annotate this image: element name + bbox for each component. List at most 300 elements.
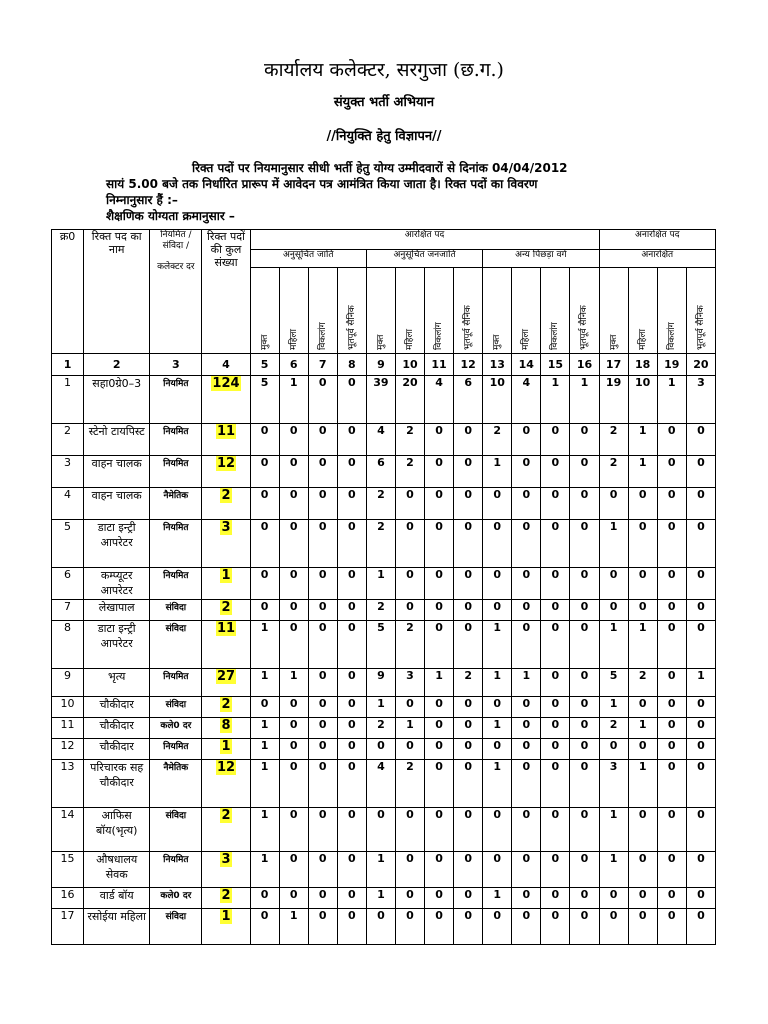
category-count: 0 xyxy=(686,621,715,669)
category-count: 1 xyxy=(628,424,657,456)
total-vacancies xyxy=(202,376,250,424)
category-count: 0 xyxy=(541,888,570,909)
header-obc: अन्य पिछड़ा वर्ग xyxy=(483,250,599,268)
category-count: 10 xyxy=(628,376,657,424)
category-count: 0 xyxy=(454,520,483,568)
category-count: 0 xyxy=(657,909,686,945)
column-number: 2 xyxy=(84,354,150,376)
category-count: 0 xyxy=(425,600,454,621)
category-count: 39 xyxy=(366,376,395,424)
category-count: 1 xyxy=(250,852,279,888)
category-count: 0 xyxy=(570,568,599,600)
intro-line-3: निम्नानुसार हैं :– xyxy=(106,193,178,207)
total-vacancies xyxy=(202,669,250,697)
category-count: 2 xyxy=(483,424,512,456)
subheader-label: विकलांग xyxy=(550,322,561,350)
category-count: 5 xyxy=(250,376,279,424)
header-general: अनारक्षित xyxy=(599,250,715,268)
intro-line-4: शैक्षणिक योग्यता क्रमानुसार – xyxy=(106,209,235,223)
post-name: चौकीदार xyxy=(84,718,150,739)
category-count: 0 xyxy=(395,600,424,621)
category-count: 3 xyxy=(686,376,715,424)
table-row xyxy=(52,697,716,718)
category-count: 0 xyxy=(512,909,541,945)
category-count: 0 xyxy=(395,888,424,909)
category-count: 0 xyxy=(308,697,337,718)
table-row xyxy=(52,852,716,888)
category-count: 2 xyxy=(454,669,483,697)
category-count: 2 xyxy=(366,600,395,621)
category-count: 0 xyxy=(628,600,657,621)
category-count: 0 xyxy=(483,852,512,888)
post-name: चौकीदार xyxy=(84,739,150,760)
category-count: 4 xyxy=(512,376,541,424)
category-count: 0 xyxy=(657,669,686,697)
total-vacancies xyxy=(202,488,250,520)
subheader-label: महिला xyxy=(288,329,299,350)
subheader-label: भूतपूर्व सैनिक xyxy=(695,305,706,350)
subheader-cell xyxy=(512,268,541,354)
advertisement-heading: //नियुक्ति हेतु विज्ञापन// xyxy=(326,129,442,144)
category-count: 1 xyxy=(483,888,512,909)
post-type: नियमित xyxy=(150,568,202,600)
header-total: रिक्त पदों की कुल संख्या xyxy=(202,230,250,354)
category-count: 2 xyxy=(366,520,395,568)
category-count: 1 xyxy=(599,697,628,718)
category-count: 0 xyxy=(570,852,599,888)
post-name: वार्ड बॉय xyxy=(84,888,150,909)
category-count: 0 xyxy=(425,488,454,520)
subheader-label: भूतपूर्व सैनिक xyxy=(346,305,357,350)
category-count: 0 xyxy=(657,760,686,808)
category-count: 2 xyxy=(395,621,424,669)
category-count: 0 xyxy=(570,424,599,456)
category-count: 19 xyxy=(599,376,628,424)
serial-number: 17 xyxy=(52,909,84,945)
subheader-label: विकलांग xyxy=(317,322,328,350)
category-count: 0 xyxy=(570,456,599,488)
column-number: 1 xyxy=(52,354,84,376)
category-count: 0 xyxy=(541,909,570,945)
total-highlight: 11 xyxy=(216,424,236,439)
category-count: 0 xyxy=(541,456,570,488)
category-count: 0 xyxy=(483,697,512,718)
category-count: 0 xyxy=(425,568,454,600)
header-sc: अनुसूचित जाति xyxy=(250,250,366,268)
category-count: 0 xyxy=(250,456,279,488)
category-count: 2 xyxy=(395,456,424,488)
category-count: 0 xyxy=(599,909,628,945)
category-count: 4 xyxy=(366,424,395,456)
category-count: 0 xyxy=(337,621,366,669)
category-count: 0 xyxy=(657,718,686,739)
table-row xyxy=(52,808,716,852)
total-highlight: 27 xyxy=(216,669,236,684)
category-count: 0 xyxy=(337,376,366,424)
table-row xyxy=(52,456,716,488)
category-count: 0 xyxy=(686,424,715,456)
category-count: 0 xyxy=(454,808,483,852)
category-count: 2 xyxy=(599,424,628,456)
category-count: 0 xyxy=(686,718,715,739)
serial-number: 1 xyxy=(52,376,84,424)
category-count: 2 xyxy=(366,718,395,739)
category-count: 0 xyxy=(686,568,715,600)
total-vacancies xyxy=(202,888,250,909)
category-count: 0 xyxy=(395,697,424,718)
category-count: 0 xyxy=(250,424,279,456)
category-count: 1 xyxy=(250,808,279,852)
column-number: 15 xyxy=(541,354,570,376)
category-count: 0 xyxy=(279,488,308,520)
category-count: 5 xyxy=(366,621,395,669)
category-count: 0 xyxy=(570,697,599,718)
header-post-type xyxy=(150,230,202,354)
total-vacancies xyxy=(202,520,250,568)
table-row xyxy=(52,621,716,669)
category-count: 0 xyxy=(454,852,483,888)
table-row xyxy=(52,488,716,520)
category-count: 0 xyxy=(541,621,570,669)
category-count: 0 xyxy=(454,424,483,456)
category-count: 0 xyxy=(686,852,715,888)
post-name: भृत्य xyxy=(84,669,150,697)
subheader-cell xyxy=(454,268,483,354)
category-count: 0 xyxy=(628,568,657,600)
post-type: नियमित xyxy=(150,376,202,424)
category-count: 0 xyxy=(279,852,308,888)
category-count: 0 xyxy=(628,697,657,718)
post-type: संविदा xyxy=(150,909,202,945)
post-type: नियमित xyxy=(150,669,202,697)
category-count: 0 xyxy=(657,520,686,568)
subheader-label: महिला xyxy=(637,329,648,350)
subheader-label: महिला xyxy=(521,329,532,350)
category-count: 0 xyxy=(599,488,628,520)
category-count: 1 xyxy=(541,376,570,424)
post-type: नियमित xyxy=(150,852,202,888)
category-count: 0 xyxy=(337,909,366,945)
column-number: 6 xyxy=(279,354,308,376)
serial-number: 4 xyxy=(52,488,84,520)
total-vacancies xyxy=(202,909,250,945)
category-count: 0 xyxy=(308,600,337,621)
vacancy-table xyxy=(51,229,716,945)
category-count: 0 xyxy=(425,760,454,808)
total-highlight: 1 xyxy=(221,568,231,583)
category-count: 0 xyxy=(657,621,686,669)
category-count: 0 xyxy=(686,888,715,909)
serial-number: 11 xyxy=(52,718,84,739)
subheader-cell xyxy=(337,268,366,354)
category-count: 0 xyxy=(337,568,366,600)
category-count: 0 xyxy=(337,697,366,718)
serial-number: 13 xyxy=(52,760,84,808)
total-vacancies xyxy=(202,456,250,488)
category-count: 0 xyxy=(308,739,337,760)
post-type: नियमित xyxy=(150,739,202,760)
serial-number: 10 xyxy=(52,697,84,718)
category-count: 0 xyxy=(395,852,424,888)
post-name: स्टेनो टायपिस्ट xyxy=(84,424,150,456)
category-count: 0 xyxy=(308,456,337,488)
category-count: 2 xyxy=(395,760,424,808)
category-count: 0 xyxy=(454,621,483,669)
category-count: 0 xyxy=(541,488,570,520)
category-count: 1 xyxy=(657,376,686,424)
category-count: 0 xyxy=(541,697,570,718)
serial-number: 8 xyxy=(52,621,84,669)
serial-number: 7 xyxy=(52,600,84,621)
category-count: 0 xyxy=(308,718,337,739)
category-count: 0 xyxy=(512,424,541,456)
category-count: 0 xyxy=(250,600,279,621)
category-count: 0 xyxy=(570,520,599,568)
category-count: 0 xyxy=(686,808,715,852)
category-count: 0 xyxy=(570,739,599,760)
subheader-cell xyxy=(570,268,599,354)
category-count: 0 xyxy=(337,488,366,520)
category-count: 0 xyxy=(337,739,366,760)
total-highlight: 2 xyxy=(221,488,231,503)
serial-number: 6 xyxy=(52,568,84,600)
category-count: 0 xyxy=(337,669,366,697)
total-highlight: 3 xyxy=(221,852,231,867)
category-count: 0 xyxy=(279,520,308,568)
category-count: 0 xyxy=(483,909,512,945)
category-count: 0 xyxy=(425,909,454,945)
category-count: 1 xyxy=(686,669,715,697)
category-count: 0 xyxy=(308,520,337,568)
category-count: 0 xyxy=(570,621,599,669)
total-highlight: 2 xyxy=(221,697,231,712)
category-count: 0 xyxy=(279,888,308,909)
category-count: 0 xyxy=(570,888,599,909)
category-count: 0 xyxy=(250,568,279,600)
category-count: 0 xyxy=(512,456,541,488)
category-count: 1 xyxy=(628,760,657,808)
header-type-line-1: नियमित / xyxy=(160,230,192,240)
category-count: 0 xyxy=(279,718,308,739)
column-number: 9 xyxy=(366,354,395,376)
header-type-line-2: संविदा / xyxy=(162,241,190,251)
subheader-cell xyxy=(308,268,337,354)
serial-number: 14 xyxy=(52,808,84,852)
category-count: 0 xyxy=(657,456,686,488)
category-count: 0 xyxy=(570,760,599,808)
category-count: 0 xyxy=(628,909,657,945)
category-count: 0 xyxy=(279,739,308,760)
category-count: 0 xyxy=(686,739,715,760)
category-count: 0 xyxy=(425,888,454,909)
header-serial: क्र0 xyxy=(52,230,84,354)
subheader-label: भूतपूर्व सैनिक xyxy=(579,305,590,350)
post-name: चौकीदार xyxy=(84,697,150,718)
total-highlight: 2 xyxy=(221,888,231,903)
category-count: 1 xyxy=(599,621,628,669)
office-title: कार्यालय कलेक्टर, सरगुजा (छ.ग.) xyxy=(264,59,504,81)
post-name: सहा0ग्रे0–3 xyxy=(84,376,150,424)
category-count: 0 xyxy=(599,568,628,600)
category-count: 0 xyxy=(657,808,686,852)
column-number-row xyxy=(52,354,716,376)
total-vacancies xyxy=(202,852,250,888)
subheader-cell xyxy=(395,268,424,354)
category-count: 1 xyxy=(599,852,628,888)
table-row xyxy=(52,888,716,909)
category-count: 3 xyxy=(395,669,424,697)
category-count: 0 xyxy=(425,456,454,488)
category-count: 0 xyxy=(279,808,308,852)
category-count: 0 xyxy=(570,669,599,697)
category-count: 2 xyxy=(599,456,628,488)
category-count: 1 xyxy=(599,520,628,568)
category-count: 1 xyxy=(628,621,657,669)
category-count: 0 xyxy=(250,488,279,520)
category-count: 0 xyxy=(512,600,541,621)
category-count: 0 xyxy=(657,739,686,760)
post-name: आफिस बॉय(भृत्य) xyxy=(84,808,150,852)
category-count: 0 xyxy=(250,888,279,909)
total-vacancies xyxy=(202,760,250,808)
column-number: 12 xyxy=(454,354,483,376)
subheader-cell xyxy=(250,268,279,354)
category-count: 0 xyxy=(337,888,366,909)
intro-line-2: सायं 5.00 बजे तक निर्धारित प्रारूप में आवेदन पत्र आमंत्रित किया जाता है। रिक्त पदों का विवरण xyxy=(106,177,538,191)
category-count: 0 xyxy=(395,808,424,852)
subheader-cell xyxy=(483,268,512,354)
category-count: 0 xyxy=(279,697,308,718)
category-count: 0 xyxy=(454,568,483,600)
total-highlight: 11 xyxy=(216,621,236,636)
category-count: 0 xyxy=(570,488,599,520)
post-name: डाटा इन्ट्री आपरेटर xyxy=(84,520,150,568)
category-count: 1 xyxy=(570,376,599,424)
category-count: 0 xyxy=(337,520,366,568)
category-count: 2 xyxy=(395,424,424,456)
total-vacancies xyxy=(202,600,250,621)
category-count: 1 xyxy=(366,568,395,600)
category-count: 0 xyxy=(541,718,570,739)
header-type-line-3: कलेक्टर दर xyxy=(157,262,195,272)
post-type: नियमित xyxy=(150,520,202,568)
post-type: संविदा xyxy=(150,697,202,718)
category-count: 0 xyxy=(599,739,628,760)
category-count: 0 xyxy=(686,600,715,621)
subheader-label: विकलांग xyxy=(666,322,677,350)
category-count: 0 xyxy=(483,739,512,760)
subheader-label: विकलांग xyxy=(434,322,445,350)
category-count: 0 xyxy=(454,760,483,808)
post-type: कले0 दर xyxy=(150,718,202,739)
category-count: 0 xyxy=(512,568,541,600)
subheader-cell xyxy=(279,268,308,354)
subheader-cell xyxy=(425,268,454,354)
category-count: 0 xyxy=(541,424,570,456)
category-count: 0 xyxy=(425,697,454,718)
category-count: 0 xyxy=(454,488,483,520)
category-count: 0 xyxy=(512,852,541,888)
total-highlight: 2 xyxy=(221,808,231,823)
category-count: 1 xyxy=(279,909,308,945)
serial-number: 2 xyxy=(52,424,84,456)
serial-number: 9 xyxy=(52,669,84,697)
column-number: 18 xyxy=(628,354,657,376)
serial-number: 15 xyxy=(52,852,84,888)
post-type: कले0 दर xyxy=(150,888,202,909)
subheader-label: महिला xyxy=(404,329,415,350)
column-number: 3 xyxy=(150,354,202,376)
total-vacancies xyxy=(202,808,250,852)
post-type: संविदा xyxy=(150,808,202,852)
column-number: 8 xyxy=(337,354,366,376)
category-count: 2 xyxy=(628,669,657,697)
category-count: 0 xyxy=(628,488,657,520)
table-row xyxy=(52,669,716,697)
category-count: 0 xyxy=(395,568,424,600)
category-count: 0 xyxy=(308,760,337,808)
table-row xyxy=(52,718,716,739)
category-count: 0 xyxy=(337,760,366,808)
category-count: 0 xyxy=(483,568,512,600)
category-count: 1 xyxy=(250,739,279,760)
intro-paragraph xyxy=(106,160,662,224)
post-name: औषधालय सेवक xyxy=(84,852,150,888)
category-count: 20 xyxy=(395,376,424,424)
total-highlight: 2 xyxy=(221,600,231,615)
category-count: 0 xyxy=(425,621,454,669)
category-count: 0 xyxy=(425,718,454,739)
table-row xyxy=(52,568,716,600)
category-count: 1 xyxy=(425,669,454,697)
category-count: 4 xyxy=(366,760,395,808)
post-name: डाटा इन्ट्री आपरेटर xyxy=(84,621,150,669)
category-count: 0 xyxy=(308,424,337,456)
column-number: 5 xyxy=(250,354,279,376)
category-count: 0 xyxy=(512,718,541,739)
serial-number: 16 xyxy=(52,888,84,909)
category-count: 0 xyxy=(366,739,395,760)
category-count: 1 xyxy=(366,888,395,909)
category-count: 0 xyxy=(686,488,715,520)
campaign-subtitle: संयुक्त भर्ती अभियान xyxy=(333,95,435,110)
category-count: 0 xyxy=(250,697,279,718)
column-number: 11 xyxy=(425,354,454,376)
subheader-label: मुक्त xyxy=(259,334,270,350)
category-count: 0 xyxy=(657,852,686,888)
header-post-name: रिक्त पद का नाम xyxy=(84,230,150,354)
category-count: 1 xyxy=(483,621,512,669)
category-count: 0 xyxy=(628,852,657,888)
category-count: 0 xyxy=(686,456,715,488)
category-count: 0 xyxy=(541,852,570,888)
category-count: 1 xyxy=(279,669,308,697)
category-count: 0 xyxy=(657,888,686,909)
table-row xyxy=(52,760,716,808)
subheader-cell xyxy=(541,268,570,354)
total-highlight: 12 xyxy=(216,456,236,471)
category-count: 0 xyxy=(395,739,424,760)
category-count: 0 xyxy=(454,600,483,621)
category-count: 0 xyxy=(337,808,366,852)
table-row xyxy=(52,909,716,945)
post-type: नियमित xyxy=(150,424,202,456)
column-number: 4 xyxy=(202,354,250,376)
category-count: 0 xyxy=(425,808,454,852)
column-number: 7 xyxy=(308,354,337,376)
category-count: 0 xyxy=(337,424,366,456)
category-count: 9 xyxy=(366,669,395,697)
